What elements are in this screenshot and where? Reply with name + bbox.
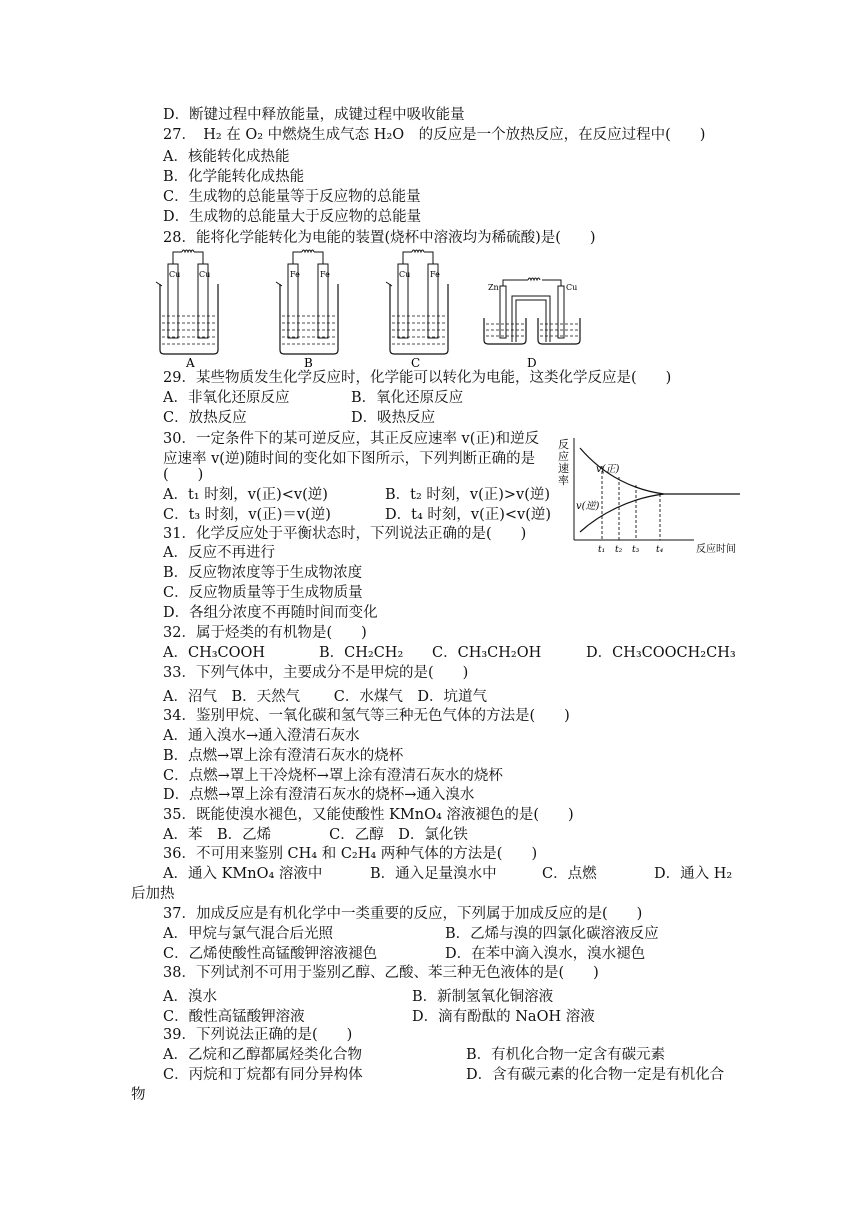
q29-stem: 29．某些物质发生化学反应时，化学能可以转化为电能，这类化学反应是( ) [163, 370, 672, 386]
q30-option-d: D．t₄ 时刻，v(正)<v(逆) [385, 507, 552, 523]
q27-option-b: B．化学能转化成热能 [163, 169, 305, 185]
q32-option-b: B．CH₂CH₂ [319, 645, 404, 661]
electrode-d-right: Cu [566, 283, 578, 292]
q36-option-a: A．通入 KMnO₄ 溶液中 [163, 866, 323, 882]
q27-stem: 27． H₂ 在 O₂ 中燃烧生成气态 H₂O 的反应是一个放热反应，在反应过程中( ) [163, 127, 706, 143]
beaker-c [386, 250, 448, 354]
q29-option-d: D．吸热反应 [351, 410, 436, 426]
tick-t4: t₄ [656, 545, 664, 555]
q33-options: A．沼气 B．天然气 C．水煤气 D．坑道气 [163, 689, 487, 705]
q31-option-d: D．各组分浓度不再随时间而变化 [163, 605, 378, 621]
q31-stem: 31．化学反应处于平衡状态时，下列说法正确的是( ) [163, 526, 527, 542]
q26-option-d: D．断键过程中释放能量，成键过程中吸收能量 [163, 107, 465, 123]
label-a: A [186, 356, 195, 370]
q37-stem: 37．加成反应是有机化学中一类重要的反应，下列属于加成反应的是( ) [163, 906, 643, 922]
reverse-label: v(逆) [576, 501, 600, 512]
q30-stem-2: 应速率 v(逆)随时间的变化如下图所示，下列判断正确的是 [163, 451, 536, 467]
q36-option-d-cont: 后加热 [131, 886, 175, 902]
q30-rate-graph [554, 436, 758, 558]
q29-option-b: B．氧化还原反应 [351, 390, 464, 406]
q30-option-a: A．t₁ 时刻，v(正)<v(逆) [163, 487, 328, 503]
tick-t1: t₁ [598, 545, 606, 555]
q39-option-b: B．有机化合物一定含有碳元素 [466, 1047, 666, 1063]
q34-option-c: C．点燃→罩上干冷烧杯→罩上涂有澄清石灰水的烧杯 [163, 768, 503, 784]
q34-option-a: A．通入溴水→通入澄清石灰水 [163, 728, 360, 744]
q36-option-b: B．通入足量溴水中 [370, 866, 497, 882]
q30-option-c: C．t₃ 时刻，v(正)＝v(逆) [163, 507, 331, 523]
q33-stem: 33．下列气体中，主要成分不是甲烷的是( ) [163, 665, 469, 681]
electrode-d-left: Zn [488, 283, 499, 292]
q28-apparatus-figure [150, 246, 590, 370]
q32-stem: 32．属于烃类的有机物是( ) [163, 625, 367, 641]
q38-option-a: A．溴水 [163, 989, 217, 1005]
beakers-d [484, 278, 580, 344]
q37-option-c: C．乙烯使酸性高锰酸钾溶液褪色 [163, 946, 378, 962]
q39-option-a: A．乙烷和乙醇都属烃类化合物 [163, 1047, 362, 1063]
xlabel: 反应时间 [696, 544, 736, 555]
q34-stem: 34．鉴别甲烷、一氧化碳和氢气等三种无色气体的方法是( ) [163, 708, 570, 724]
q28-stem: 28．能将化学能转化为电能的装置(烧杯中溶液均为稀硫酸)是( ) [163, 230, 596, 246]
q32-option-a: A．CH₃COOH [163, 645, 266, 661]
q31-option-c: C．反应物质量等于生成物质量 [163, 585, 363, 601]
q32-option-c: C．CH₃CH₂OH [432, 645, 542, 661]
electrode-c-left: Cu [399, 270, 411, 279]
electrode-a-left: Cu [169, 270, 181, 279]
ylabel-3: 速 [558, 462, 569, 475]
q31-option-a: A．反应不再进行 [163, 545, 275, 561]
q39-option-c: C．丙烷和丁烷都有同分异构体 [163, 1067, 363, 1083]
q39-option-d: D．含有碳元素的化合物一定是有机化合 [466, 1067, 725, 1083]
q34-option-b: B．点燃→罩上涂有澄清石灰水的烧杯 [163, 748, 404, 764]
q35-stem: 35．既能使溴水褪色，又能使酸性 KMnO₄ 溶液褪色的是( ) [163, 807, 574, 823]
q38-option-d: D．滴有酚酞的 NaOH 溶液 [412, 1009, 595, 1025]
label-c: C [411, 356, 421, 370]
ylabel-1: 反 [558, 438, 569, 451]
reverse-rate-curve [580, 494, 664, 532]
q36-option-c: C．点燃 [542, 866, 597, 882]
beaker-b [276, 250, 338, 354]
q27-option-a: A．核能转化成热能 [163, 149, 290, 165]
q30-option-b: B．t₂ 时刻，v(正)>v(逆) [385, 487, 551, 503]
q37-option-a: A．甲烷与氯气混合后光照 [163, 926, 333, 942]
q35-options: A．苯 B．乙烯 C．乙醇 D．氯化铁 [163, 827, 468, 843]
q29-option-a: A．非氧化还原反应 [163, 390, 290, 406]
electrode-a-right: Cu [199, 270, 211, 279]
electrode-b-right: Fe [320, 270, 330, 279]
q27-option-d: D．生成物的总能量大于反应物的总能量 [163, 209, 422, 225]
q37-option-b: B．乙烯与溴的四氯化碳溶液反应 [445, 926, 659, 942]
q38-option-c: C．酸性高锰酸钾溶液 [163, 1009, 305, 1025]
q39-stem: 39．下列说法正确的是( ) [163, 1027, 353, 1043]
q27-option-c: C．生成物的总能量等于反应物的总能量 [163, 189, 421, 205]
forward-label: v(正) [596, 464, 620, 475]
q29-option-c: C．放热反应 [163, 410, 247, 426]
tick-t2: t₂ [615, 545, 623, 555]
ylabel-4: 率 [558, 474, 569, 487]
electrode-c-right: Fe [430, 270, 440, 279]
label-b: B [304, 356, 313, 370]
q34-option-d: D．点燃→罩上涂有澄清石灰水的烧杯→通入溴水 [163, 787, 475, 803]
q32-option-d: D．CH₃COOCH₂CH₃ [586, 645, 736, 661]
tick-t3: t₃ [632, 545, 640, 555]
q30-stem-3: ( ) [163, 467, 204, 483]
q31-option-b: B．反应物浓度等于生成物浓度 [163, 565, 363, 581]
q36-stem: 36．不可用来鉴别 CH₄ 和 C₂H₄ 两种气体的方法是( ) [163, 846, 538, 862]
label-d: D [527, 356, 537, 370]
q38-option-b: B．新制氢氧化铜溶液 [412, 989, 554, 1005]
q37-option-d: D．在苯中滴入溴水，溴水褪色 [445, 946, 646, 962]
electrode-b-left: Fe [290, 270, 300, 279]
q39-option-d-cont: 物 [131, 1087, 146, 1103]
q30-stem-1: 30．一定条件下的某可逆反应，其正反应速率 v(正)和逆反 [163, 431, 540, 447]
q38-stem: 38．下列试剂不可用于鉴别乙醇、乙酸、苯三种无色液体的是( ) [163, 965, 599, 981]
q36-option-d: D．通入 H₂ [654, 866, 733, 882]
ylabel-2: 应 [558, 450, 569, 463]
beaker-a [156, 250, 218, 354]
